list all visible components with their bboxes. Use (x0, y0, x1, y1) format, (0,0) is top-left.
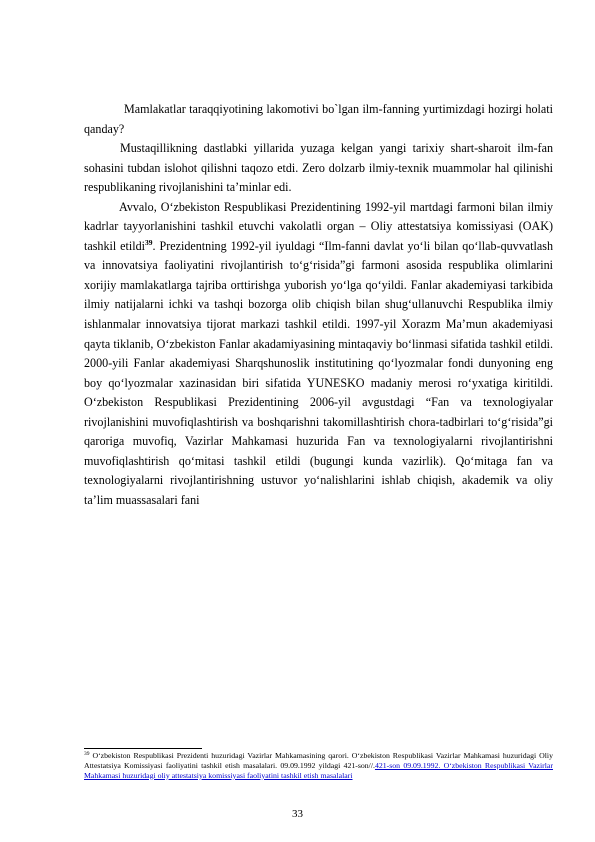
footnote-divider (84, 748, 202, 749)
paragraph-history-rest: . Prezidentning 1992-yil iyuldagi “Ilm-fanni davlat yo‘li bilan qo‘llab-quvvatlash va innovatsiya faoliyatini rivojlantirish to‘g‘risida”gi farmoni asosida respublika olimlarini xorijiy mamlakatlarga tajriba orttirishga yuborish yo‘lga qo‘yildi. Fanlar akademiyasi tarkibida ilmiy natijalarni ichki va tashqi bozorga olib chiqish bilan shug‘ullanuvchi Respublika ilmiy ishlanmalar innovatsiya tijorat markazi tashkil etildi. 1997-yil Xorazm Ma’mun akademiyasi qayta tiklanib, O‘zbekiston Fanlar akadamiyasining mintaqaviy bo‘linmasi sifatida tashkil etildi. 2000-yili Fanlar akademiyasi Sharqshunoslik institutining qo‘lyozmalar fondi dunyoning eng boy qo‘lyozmalar xazinasidan biri sifatida YUNESKO madaniy merosi ro‘yxatiga kiritildi. O‘zbekiston Respublikasi Prezidentining 2006-yil avgustdagi “Fan va texnologiyalar rivojlanishini muvofiqlashtirish va boshqarishni takomillashtirish chora-tadbirlari to‘g‘risida”gi qaroriga muvofiq, Vazirlar Mahkamasi huzurida Fan va texnologiyalarni rivojlantirishni muvofiqlashtirish qo‘mitasi tashkil etildi (bugungi kunda vazirlik). Qo‘mitaga fan va texnologiyalarni rivojlantirishning ustuvor yo‘nalishlarini ishlab chiqish, akademik va oliy ta’lim muassasalari fani (84, 238, 553, 507)
paragraph-history-start: Avvalo, O‘zbekiston Respublikasi Prezidentining 1992-yil martdagi farmoni bilan ilmiy kadrlar tayyorlanishini tashkil etuvchi vakolatli organ – Oliy attestatsiya komissiyasi (OAK) tashkil etildi (84, 199, 553, 253)
paragraph-history (84, 198, 553, 511)
paragraph-question: Mamlakatlar taraqqiyotining lakomotivi bo`lgan ilm-fanning yurtimizdagi hozirgi holati qanday? (84, 102, 553, 136)
footnote-marker: 39 (84, 751, 90, 757)
paragraph-independence: Mustaqillikning dastlabki yillarida yuzaga kelgan yangi tarixiy shart-sharoit ilm-fan sohasini tubdan islohot qilishni taqozo etdi. Zero dolzarb ilmiy-texnik muammolar hal qilinishi respublikaning rivojlanishini ta’minlar edi. (84, 141, 553, 195)
page-number: 33 (292, 808, 303, 820)
body-text (84, 100, 553, 510)
footnote-text: O‘zbekiston Respublikasi Prezidenti huzuridagi Vazirlar Mahkamasining qarori. O‘zbekiston Respublikasi Vazirlar Mahkamasi huzuridagi Oliy Attestatsiya Komissiyasi faoliyatini tashkil etish masalalari. 09.09.1992 yildagi 421-son//. (84, 751, 553, 770)
footnote-reference[interactable]: 39 (145, 237, 153, 247)
footnote-link[interactable]: 421-son 09.09.1992. O‘zbekiston Respublikasi Vazirlar Mahkamasi huzuridagi oliy attestatsiya komissiyasi faoliyatini tashkil etish masalalari (84, 760, 553, 780)
footnote (84, 751, 553, 781)
